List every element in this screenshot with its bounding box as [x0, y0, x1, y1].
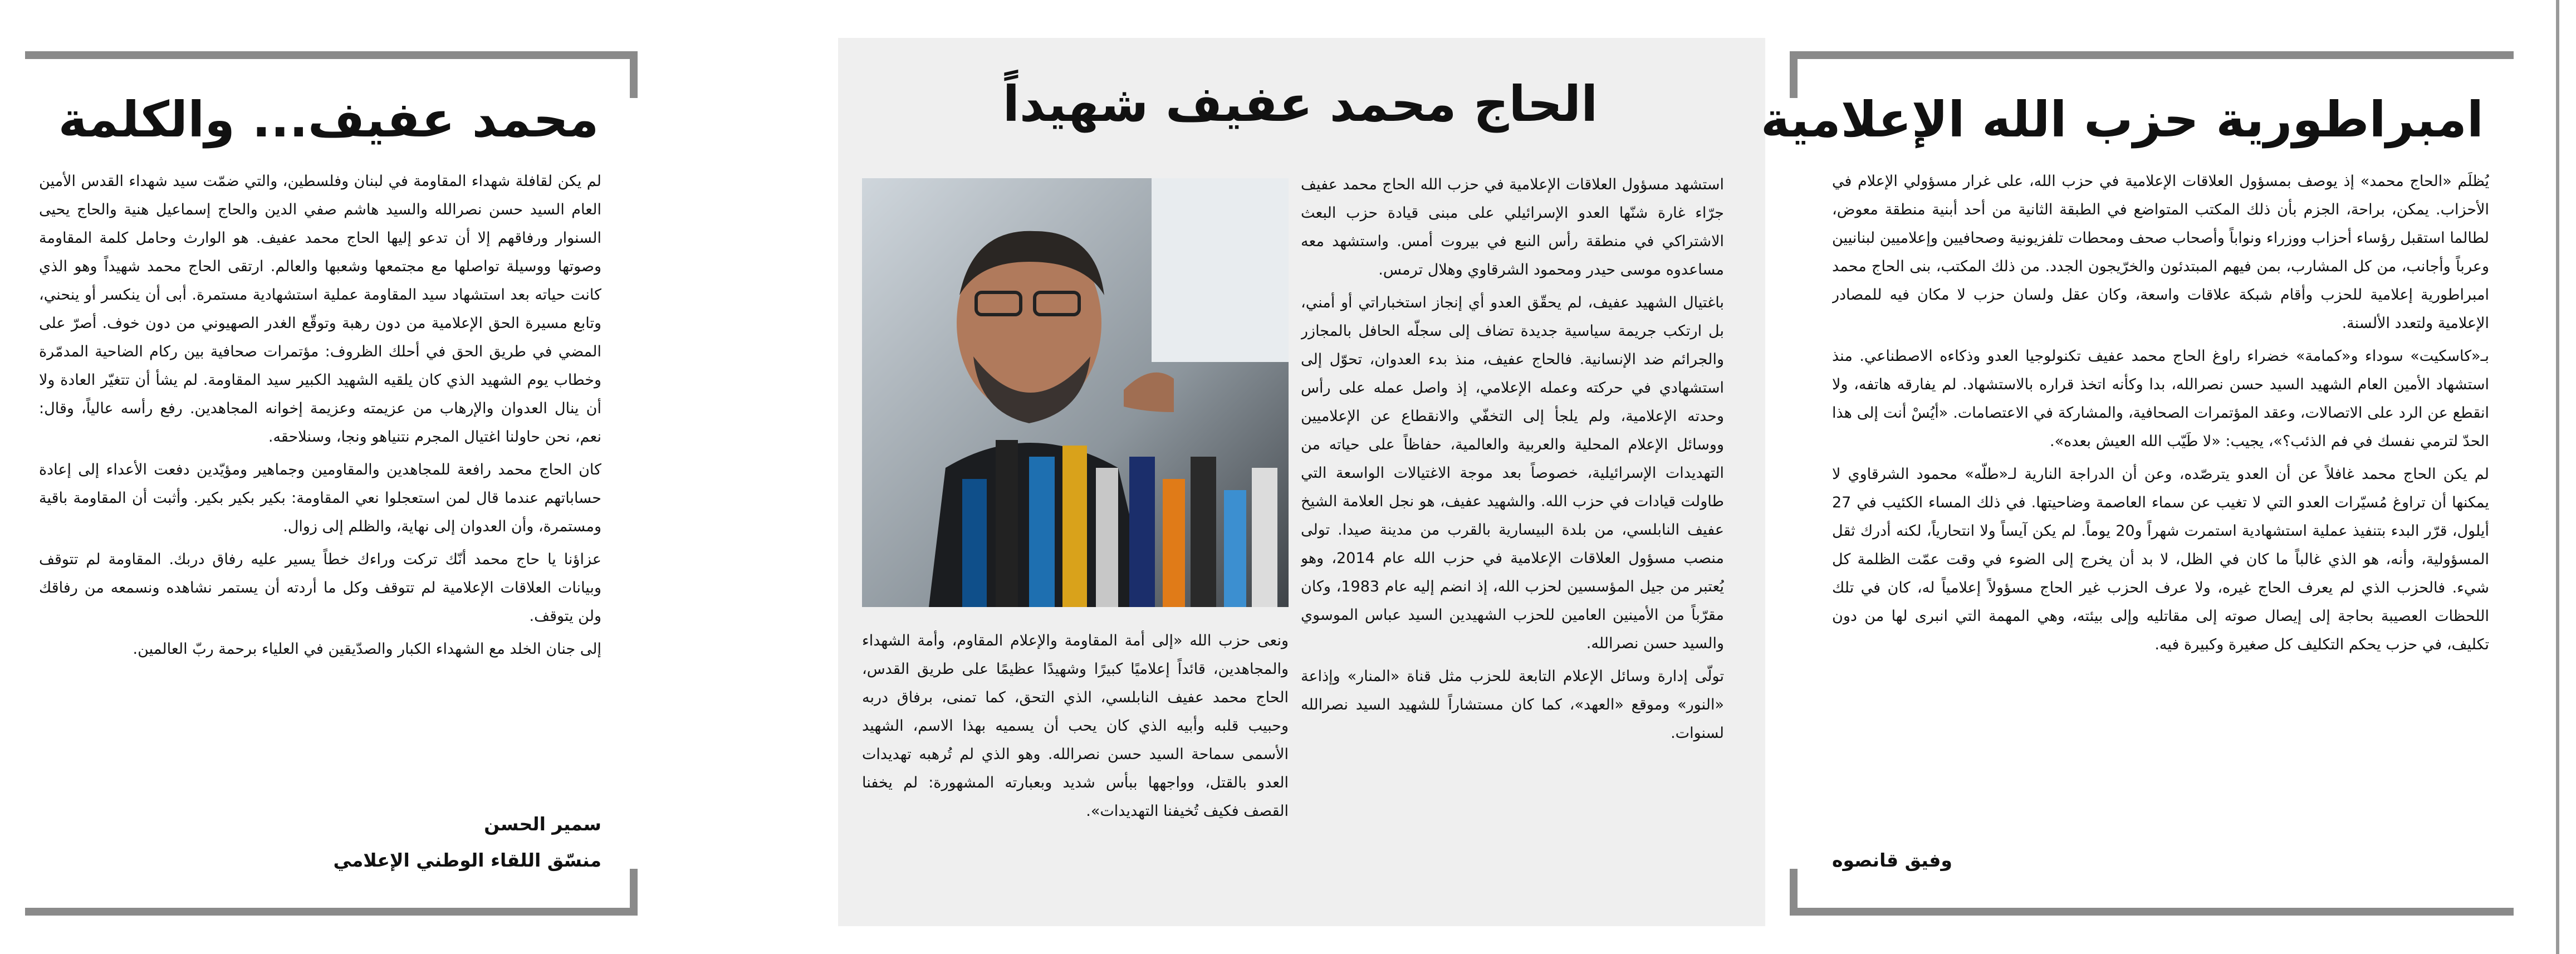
left-paragraph: إلى جنان الخلد مع الشهداء الكبار والصدّيقين في العلياء برحمة ربّ العالمين.: [133, 640, 601, 658]
right-body: [1832, 167, 2489, 835]
center-col2-paragraph: ونعى حزب الله «إلى أمة المقاومة والإعلام المقاوم، وأمة الشهداء والمجاهدين، قائداً إعلاميًا كبيرًا وشهيدًا عظيمًا على طريق القدس، الحاج محمد عفيف النابلسي، الذي التحق، كما تمنى، برفاق دربه وحبيب قلبه وأبيه الذي كان يحب أن يسميه بهذا الاسم، الشهيد الأسمى سماحة السيد حسن نصرالله. وهو الذي لم تُرهبه تهديدات العدو بالقتل، وواجهها ببأس شديد وبعبارته المشهورة: لم يخفنا القصف فكيف تُخيفنا التهديدات».: [862, 632, 1289, 820]
left-body: [39, 167, 601, 791]
center-headline: الحاج محمد عفيف شهيداً: [1002, 75, 1598, 133]
right-paragraph: لم يكن الحاج محمد غافلاً عن أن العدو يترصّده، وعن أن الدراجة النارية لـ«طلّه» محمود الشرقاوي لا يمكنها أن تراوغ مُسيّرات العدو التي لا تغيب عن سماء العاصمة وضاحيتها. في ذلك المساء الكئيب في 27 أيلول، قرّر البدء بتنفيذ عملية استشهادية استمرت شهراً و20 يوماً. لم يكن آيساً ولا انتحارياً، لكنه أدرك ثقل المسؤولية، وأنه، هو الذي غالباً ما كان في الظل، لا بد أن يخرج إلى الضوء في وقت عمّت الظلمة كل شيء. فالحزب الذي لم يعرف الحاج غيره، ولا عرف الحزب غير الحاج مسؤولاً إعلامياً له، كان في تلك اللحظات العصيبة بحاجة إلى إيصال صوته إلى مقاتليه وإلى بيئته، وهي المهمة التي انبرى لها من دون تكليف، في حزب يحكم التكليف كل صغيرة وكبيرة فيه.: [1832, 466, 2489, 653]
right-paragraph: يُظلَم «الحاج محمد» إذ يوصف بمسؤول العلاقات الإعلامية في حزب الله، على غرار مسؤولي الإعلام في الأحزاب. يمكن، براحة، الجزم بأن ذلك المكتب المتواضع في الطبقة الثانية من أحد أبنية منطقة معوض، لطالما استقبل رؤساء أحزاب ووزراء ونواباً وأصحاب صحف ومحطات تلفزيونية وصحافيين وإعلاميين لبنانيين وعرباً وأجانب، من كل المشارب، بمن فيهم المبتدئون والخرّيجون الجدد. من ذلك المكتب، بنى الحاج محمد امبراطورية إعلامية للحزب وأقام شبكة علاقات واسعة، وكان عقل ولسان حزب لا مكان فيه للمصادر الإعلامية ولتعدد الألسنة.: [1832, 173, 2489, 332]
left-headline: محمد عفيف... والكلمة: [58, 91, 599, 148]
left-author-title: منسّق اللقاء الوطني الإعلامي: [333, 849, 601, 871]
right-paragraph: بـ«كاسكيت» سوداء و«كمامة» خضراء راوغ الحاج محمد عفيف تكنولوجيا العدو وذكاءه الاصطناعي. منذ استشهاد الأمين العام الشهيد السيد حسن نصرالله، بدا وكأنه اتخذ قراره بالاستشهاد. لم يفارقه هاتفه، ولا انقطع عن الرد على الاتصالات، وعقد المؤتمرات الصحافية، والمشاركة في الاعتصامات. «أيُسْ أنت إلى هذا الحدّ لترمي نفسك في فم الذئب؟»، يجيب: «لا طَيّب الله العيش بعده».: [1832, 348, 2489, 450]
center-col1-paragraph: استشهد مسؤول العلاقات الإعلامية في حزب الله الحاج محمد عفيف جرّاء غارة شنّها العدو الإسرائيلي على مبنى قيادة حزب البعث الاشتراكي في منطقة رأس النبع في بيروت أمس. واستشهد معه مساعدوه موسى حيدر ومحمود الشرقاوي وهلال ترمس.: [1301, 176, 1724, 278]
left-paragraph: لم يكن لقافلة شهداء المقاومة في لبنان وفلسطين، والتي ضمّت سيد شهداء القدس الأمين العام السيد حسن نصرالله والسيد هاشم صفي الدين والحاج إسماعيل هنية والحاج يحيى السنوار ورفاقهم إلا أن تدعو إليها الحاج محمد عفيف. هو الوارث وحامل كلمة المقاومة وصوتها ووسيلة تواصلها مع مجتمعها وشعبها والعالم. ارتقى الحاج محمد شهيداً وهو الذي كانت حياته بعد استشهاد سيد المقاومة عملية استشهادية مستمرة. أبى أن ينكسر أو ينحني، وتابع مسيرة الحق الإعلامية من دون رهبة وتوقّع الغدر الصهيوني من دون خوف. أصرّ على المضي في طريق الحق في أحلك الظروف: مؤتمرات صحافية بين ركام الضاحية المدمّرة وخطاب يوم الشهيد الذي كان يلقيه الشهيد الكبير سيد المقاومة. لم يشأ أن تتغيّر العادة ولا أن ينال العدوان والإرهاب من عزيمته وعزيمة إخوانه المجاهدين. رفع رأسه عالياً، وقال: نعم، نحن حاولنا اغتيال المجرم نتنياهو ونجا، وسنلاحقه.: [39, 173, 601, 446]
spokesman-photo: [862, 178, 1289, 607]
left-frame-bottom: [25, 869, 638, 916]
left-paragraph: عزاؤنا يا حاج محمد أنّك تركت وراءك خطاً يسير عليه رفاق دربك. المقاومة لم تتوقف وبيانات العلاقات الإعلامية لم تتوقف وكل ما أردته أن يستمر نشاهده ونسمعه من رفاقك ولن يتوقف.: [39, 551, 601, 625]
center-col2-body: [862, 627, 1289, 911]
right-author-name: وفيق قانصوه: [1832, 849, 1952, 871]
center-col1-paragraph: تولّى إدارة وسائل الإعلام التابعة للحزب مثل قناة «المنار» وإذاعة «النور» وموقع «العهد»، كما كان مستشاراً للشهيد السيد نصرالله لسنوات.: [1301, 668, 1724, 742]
left-paragraph: كان الحاج محمد رافعة للمجاهدين والمقاومين وجماهير ومؤيّدين دفعت الأعداء إلى إعادة حساباتهم عندما قال لمن استعجلوا نعي المقاومة: بكير بكير بكير. وأثبت أن المقاومة باقية ومستمرة، وأن العدوان إلى نهاية، والظلم إلى زوال.: [39, 461, 601, 535]
left-author-name: سمير الحسن: [484, 813, 601, 835]
page-edge-rule: [2556, 0, 2559, 954]
right-frame-bottom: [1790, 869, 2514, 916]
right-headline: امبراطورية حزب الله الإعلامية: [1761, 91, 2484, 148]
center-col1-body: [1301, 170, 1724, 911]
center-col1-paragraph: باغتيال الشهيد عفيف، لم يحقّق العدو أي إنجاز استخباراتي أو أمني، بل ارتكب جريمة سياسية جديدة تضاف إلى سجلّه الحافل بالمجازر والجرائم ضد الإنسانية. فالحاج عفيف، منذ بدء العدوان، تحوّل إلى استشهادي في حركته وعمله الإعلامي، إذ واصل عمله على رأس وحدته الإعلامية، ولم يلجأ إلى التخفّي والانقطاع عن الإعلاميين ووسائل الإعلام المحلية والعربية والعالمية، حفاظاً على حياته من التهديدات الإسرائيلية، خصوصاً بعد موجة الاغتيالات الواسعة التي طاولت قيادات في حزب الله. والشهيد عفيف، هو نجل العلامة الشيخ عفيف النابلسي، من بلدة البيسارية بالقرب من مدينة صيدا. تولى منصب مسؤول العلاقات الإعلامية في حزب الله عام 2014، وهو يُعتبر من جيل المؤسسين لحزب الله، إذ انضم إليه عام 1983، وكان مقرّباً من الأمينين العامين للحزب الشهيدين السيد عباس الموسوي والسيد حسن نصرالله.: [1301, 294, 1724, 652]
